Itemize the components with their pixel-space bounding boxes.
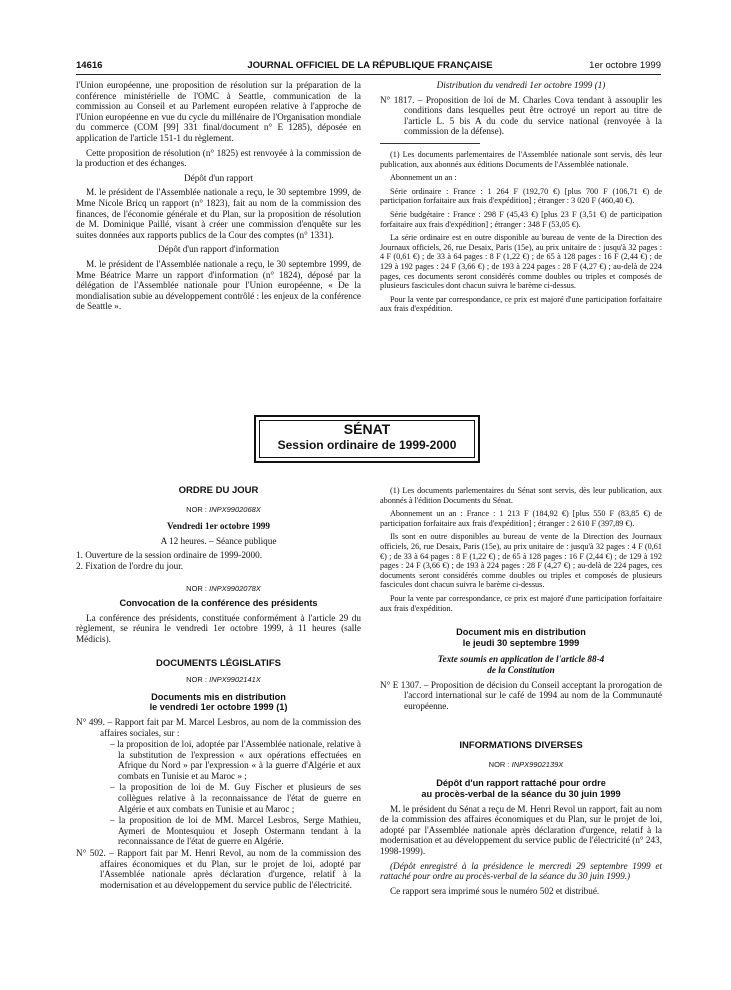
footnote: Pour la vente par correspondance, ce prix est majoré d'une participation forfaitaire aux frais d'expédition.	[380, 593, 662, 613]
document-distribution-title: le jeudi 30 septembre 1999	[462, 637, 580, 648]
header-date: 1er octobre 1999	[589, 60, 661, 71]
footnote: Abonnement un an :	[390, 173, 457, 183]
seance-time: A 12 heures. – Séance publique	[160, 535, 277, 546]
footnote: (1) Les documents parlementaires du Sénat sont servis, dès leur publication, aux abonnés à l'édition Documents du Sénat.	[380, 486, 662, 505]
paragraph: La conférence des présidents, constituée conformément à l'article 29 du règlement, se réunira le vendredi 1er octobre 1999, à 11 heures (salle Médicis).	[76, 612, 361, 644]
distribution-title: Distribution du vendredi 1er octobre 1999 (1)	[436, 80, 606, 90]
document-item: N° E 1307. – Proposition de décision du Conseil acceptant la prorogation de l'accord international sur le café de 1994 au nom de la Communauté européenne.	[380, 679, 662, 711]
footnote: Série budgétaire : France : 298 F (45,43 €) [plus 23 F (3,51 €) de participation forfaitaire aux frais d'expédition] ; étranger : 348 F (53,05 €).	[380, 209, 662, 229]
header-rule	[76, 74, 661, 75]
paragraph: M. le président de l'Assemblée nationale a reçu, le 30 septembre 1999, de Mme Béatrice Marre un rapport d'information (n° 1824), déposé par la délégation de l'Assemblée nationale pour l'Union européenne, « De la mondialisation subie au développement contrôlé : les enjeux de la conférence de Seattle ».	[76, 258, 361, 312]
top-left-column	[76, 80, 361, 316]
ordre-du-jour-title: ORDRE DU JOUR	[178, 485, 259, 496]
agenda-item: 2. Fixation de l'ordre du jour.	[76, 560, 184, 571]
nor-reference: NOR : INPX9902141X	[186, 675, 261, 685]
documents-subtitle: le vendredi 1er octobre 1999 (1)	[149, 702, 288, 713]
page-number: 14616	[76, 60, 103, 71]
paragraph: (Dépôt enregistré à la présidence le mercredi 29 septembre 1999 et rattaché pour ordre au procès-verbal de la séance du 30 juin 1999.)	[380, 860, 662, 882]
document-subitem: – la proposition de loi de M. Guy Fischer et plusieurs de ses collègues relative à la reconnaissance de l'état de guerre en Algérie et aux combats en Tunisie et au Maroc ;	[110, 782, 361, 814]
senat-title: SÉNAT	[343, 421, 391, 437]
seance-date: Vendredi 1er octobre 1999	[166, 521, 270, 532]
top-right-column	[380, 80, 662, 318]
nor-reference: NOR : INPX9902078X	[186, 583, 261, 593]
nor-reference: NOR : INPX9902068X	[186, 504, 261, 514]
footnote: La série ordinaire est en outre disponible au bureau de vente de la Direction des Journaux officiels, 26, rue Desaix, Paris (15e), au prix unitaire de : jusqu'à 32 pages : 4 F (0,61 €) ; de 33 à 64 pages : 8 F (1,22 €) ; de 65 à 128 pages : 16 F (2,44 €) ; de 129 à 192 pages : 24 F (3,66 €) ; de 193 à 224 pages : 28 F (4,27 €) ; au-delà de 224 pages, ces documents seront considérés comme doubles ou triples et composés de plusieurs fascicules dont chacun suivra le barème ci-dessus.	[380, 233, 662, 291]
bottom-left-column	[76, 486, 361, 894]
convocation-title: Convocation de la conférence des présidents	[119, 598, 318, 609]
paragraph: M. le président de l'Assemblée nationale a reçu, le 30 septembre 1999, de Mme Nicole Bricq un rapport (n° 1823), fait au nom de la commission des finances, de l'économie générale et du Plan, sur la proposition de résolution de M. Dominique Paillé, visant à créer une commission d'enquête sur les suites données aux rapports publics de la Cour des comptes (n° 1331).	[76, 187, 361, 240]
texte-soumis-title: de la Constitution	[487, 664, 555, 675]
paragraph: Ce rapport sera imprimé sous le numéro 502 et distribué.	[390, 885, 600, 896]
journal-title: JOURNAL OFFICIEL DE LA RÉPUBLIQUE FRANÇAISE	[247, 60, 493, 71]
document-item: N° 499. – Rapport fait par M. Marcel Lesbros, au nom de la commission des affaires sociales, sur :	[76, 716, 361, 738]
informations-diverses-title: INFORMATIONS DIVERSES	[459, 740, 583, 752]
paragraph: M. le président du Sénat a reçu de M. Henri Revol un rapport, fait au nom de la commission des affaires économiques et du Plan, sur le projet de loi, adopté par l'Assemblée nationale après déclaration d'urgence, relatif à la modernisation et au développement du service public de l'électricité (n° 243, 1998-1999).	[380, 803, 662, 857]
document-subitem: – la proposition de loi de MM. Marcel Lesbros, Serge Mathieu, Aymeri de Montesquiou et Joseph Ostermann tendant à la reconnaissance de l'état de guerre en Algérie.	[110, 815, 361, 847]
footnote: Ils sont en outre disponibles au bureau de vente de la Direction des Journaux officiels, 26, rue Desaix, Paris (15e), au prix unitaire de : jusqu'à 32 pages : 4 F (0,61 €) ; de 33 à 64 pages : 8 F (1,22 €) ; de 65 à 128 pages : 16 F (2,44 €) ; de 129 à 192 pages : 24 F (3,66 €) ; de 193 à 224 pages : 28 F (4,27 €) ; au-delà de 224 pages, ces documents seront considérés comme doubles ou triples et composés de plusieurs fascicules dont chacun suivra le barème ci-dessus.	[380, 532, 662, 590]
bottom-right-column	[380, 486, 662, 900]
document-item: N° 1817. – Proposition de loi de M. Charles Cova tendant à assouplir les conditions dans lesquelles peut être octroyé un report au titre de l'article L. 5 bis A du code du service national (renvoyée à la commission de la défense).	[380, 94, 662, 137]
footnote: Pour la vente par correspondance, ce prix est majoré d'une participation forfaitaire aux frais d'expédition.	[380, 294, 662, 314]
footnote: Série ordinaire : France : 1 264 F (192,70 €) [plus 700 F (106,71 €) de participation forfaitaire aux frais d'expédition] ; étranger : 3 020 F (460,40 €).	[380, 186, 662, 206]
document-distribution-title: Document mis en distribution	[456, 627, 586, 638]
paragraph: Cette proposition de résolution (n° 1825) est renvoyée à la commission de la production et des échanges.	[76, 147, 361, 169]
footnote-rule	[380, 143, 480, 144]
senat-title-box	[254, 415, 480, 463]
agenda-item: 1. Ouverture de la session ordinaire de 1999-2000.	[76, 550, 262, 561]
depot-title: au procès-verbal de la séance du 30 juin 1999	[421, 789, 621, 800]
senat-subtitle: Session ordinaire de 1999-2000	[277, 438, 457, 452]
nor-reference: NOR : INPX9902139X	[488, 759, 564, 769]
texte-soumis-title: Texte soumis en application de l'article 88-4	[437, 654, 605, 665]
document-item: N° 502. – Rapport fait par M. Henri Revol, au nom de la commission des affaires économiques et du Plan, sur le projet de loi, adopté par l'Assemblée nationale après déclaration d'urgence, relatif à la modernisation et au développement du service public de l'électricité.	[76, 848, 361, 890]
section-heading: Dépôt d'un rapport d'information	[158, 244, 279, 255]
paragraph: l'Union européenne, une proposition de résolution sur la préparation de la conférence ministérielle de l'OMC à Seattle, communication de la commission au Conseil et au Parlement européen relative à l'approche de l'Union européenne en vue du cycle du millénaire de l'Organisation mondiale du commerce (COM [99] 331 final/document n° E 1285), déposée en application de l'article 151-1 du règlement.	[76, 80, 361, 143]
documents-legislatifs-title: DOCUMENTS LÉGISLATIFS	[156, 657, 281, 669]
footnote: Abonnement un an : France : 1 213 F (184,92 €) [plus 550 F (83,85 €) de participation forfaitaire aux frais d'expédition] ; étranger : 2 610 F (397,89 €).	[380, 509, 662, 528]
document-subitem: – la proposition de loi, adoptée par l'Assemblée nationale, relative à la substitution de l'expression « aux opérations effectuées en Afrique du Nord » par l'expression « à la guerre d'Algérie et aux combats en Tunisie et au Maroc » ;	[110, 739, 361, 781]
section-heading: Dépôt d'un rapport	[183, 172, 253, 183]
documents-subtitle: Documents mis en distribution	[151, 691, 286, 702]
footnote: (1) Les documents parlementaires de l'Assemblée nationale sont servis, dès leur publication, aux abonnés aux éditions Documents de l'Assemblée nationale.	[380, 149, 662, 169]
depot-title: Dépôt d'un rapport rattaché pour ordre	[436, 778, 606, 789]
